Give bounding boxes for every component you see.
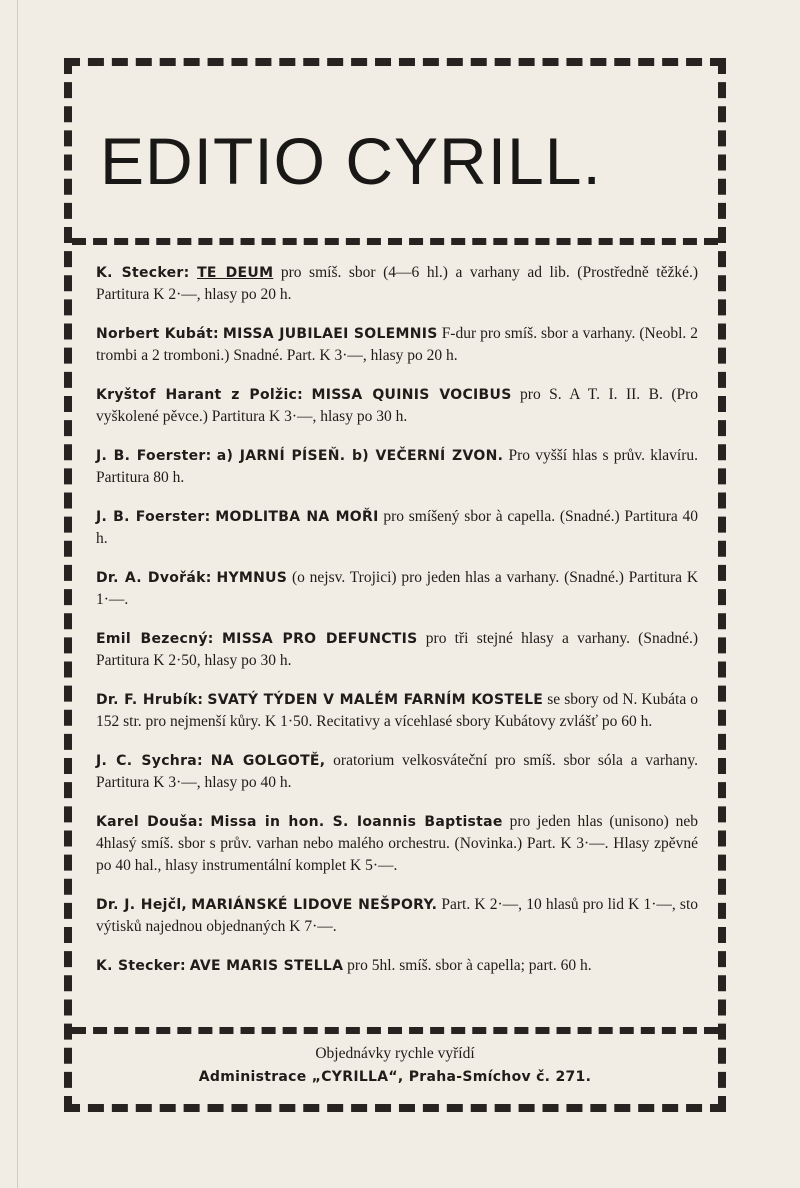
page-edge-line	[17, 0, 18, 1188]
entry-author: Kryštof Harant z Polžic	[96, 387, 298, 403]
footer-publisher-address: Administrace „CYRILLA“, Praha-Smíchov č. 271.	[198, 1069, 592, 1085]
entry-separator: :	[183, 265, 190, 281]
entry-author: J. B. Foerster	[96, 448, 206, 464]
catalog-entry	[96, 567, 698, 611]
entry-author: K. Stecker	[96, 958, 180, 974]
entry-work-title: a) JARNÍ PÍSEŇ. b) VEČERNÍ ZVON.	[216, 448, 504, 464]
entry-separator: :	[204, 509, 211, 525]
entry-work-title: HYMNUS	[216, 570, 288, 586]
entry-work-title: TE DEUM	[197, 265, 274, 281]
entry-work-title: Missa in hon. S. Ioannis Baptistae	[210, 814, 503, 830]
catalog-entry	[96, 955, 698, 977]
entry-author: Dr. F. Hrubík	[96, 692, 198, 708]
entry-description: pro tři stejné hlasy a varhany. (Snadné.) Partitura K 2·50, hlasy po 30 h.	[96, 630, 699, 669]
catalog-entry	[96, 894, 698, 938]
catalog-entry	[96, 628, 698, 672]
entry-separator: :	[205, 448, 212, 464]
entry-separator: :	[197, 692, 204, 708]
entry-author: Emil Bezecný	[96, 631, 208, 647]
entry-description: pro 5hl. smíš. sbor à capella; part. 60 h.	[347, 957, 592, 974]
entry-separator: :	[212, 326, 219, 342]
entry-description: pro smíšený sbor à capella. (Snadné.) Partitura 40 h.	[96, 508, 699, 547]
entry-description: Part. K 2·—, 10 hlasů pro lid K 1·—, sto výtisků najednou objednaných K 7·—.	[96, 896, 699, 935]
footer-order-note: Objednávky rychle vyřídí	[315, 1045, 475, 1062]
footer	[72, 1043, 718, 1089]
entry-work-title: MISSA PRO DEFUNCTIS	[221, 631, 418, 647]
entry-separator: :	[197, 814, 204, 830]
page-title: EDITIO CYRILL.	[100, 124, 602, 198]
entry-work-title: NA GOLGOTĚ,	[210, 753, 326, 769]
catalog-entry	[96, 384, 698, 428]
entry-author: Dr. A. Dvořák	[96, 570, 206, 586]
entry-work-title: MISSA QUINIS VOCIBUS	[311, 387, 512, 403]
entry-separator: :	[297, 387, 304, 403]
entry-work-title: MISSA JUBILAEI SOLEMNIS	[222, 326, 438, 342]
catalog-entry	[96, 811, 698, 877]
header-area	[72, 66, 718, 240]
entry-description: Pro vyšší hlas s prův. klavíru. Partitura 80 h.	[96, 447, 699, 486]
catalog-list	[96, 262, 698, 994]
entry-work-title: MODLITBA NA MOŘI	[215, 509, 379, 525]
entry-separator: :	[207, 631, 214, 647]
entry-description: pro jeden hlas (unisono) neb 4hlasý smíš. sbor s prův. varhan nebo malého orchestru. (Novinka.) Part. K 3·—. Hlasy zpěvné po 40 hal., hlasy instrumentální komplet K 5·—.	[96, 813, 698, 874]
entry-author: J. B. Foerster	[96, 509, 205, 525]
entry-author: Norbert Kubát	[96, 326, 213, 342]
entry-description: pro S. A T. I. II. B. (Pro vyškolené pěvce.) Partitura K 3·—, hlasy po 30 h.	[96, 386, 699, 425]
entry-separator: :	[197, 753, 203, 769]
catalog-entry	[96, 506, 698, 550]
catalog-entry	[96, 445, 698, 489]
catalog-entry	[96, 323, 698, 367]
catalog-entry	[96, 750, 698, 794]
entry-work-title: SVATÝ TÝDEN V MALÉM FARNÍM KOSTELE	[207, 692, 544, 708]
entry-description: F-dur pro smíš. sbor a varhany. (Neobl. 2 trombi a 2 tromboni.) Snadné. Part. K 3·—, hlasy po 20 h.	[96, 325, 699, 364]
entry-description: se sbory od N. Kubáta o 152 str. pro nejmenší kůry. K 1·50. Recitativy a vícehlasé sbory Kubátovy zvlášť po 60 h.	[96, 691, 699, 730]
entry-author: Karel Douša	[96, 814, 198, 830]
entry-separator: :	[205, 570, 212, 586]
entry-description: (o nejsv. Trojici) pro jeden hlas a varhany. (Snadné.) Partitura K 1·—.	[96, 569, 699, 608]
footer-divider	[72, 1027, 718, 1034]
catalog-entry	[96, 262, 698, 306]
entry-separator: :	[179, 958, 186, 974]
entry-description: oratorium velkosváteční pro smíš. sbor sóla a varhany. Partitura K 3·—, hlasy po 40 h.	[96, 752, 699, 791]
entry-separator: ,	[181, 897, 188, 913]
entry-author: J. C. Sychra	[96, 753, 198, 769]
entry-work-title: AVE MARIS STELLA	[189, 958, 344, 974]
catalog-entry	[96, 689, 698, 733]
entry-description: pro smíš. sbor (4—6 hl.) a varhany ad lib. (Prostředně těžké.) Partitura K 2·—, hlasy po 20 h.	[96, 264, 699, 303]
entry-author: Dr. J. Hejčl	[96, 897, 182, 913]
header-divider	[72, 238, 718, 245]
entry-work-title: MARIÁNSKÉ LIDOVE NEŠPORY.	[191, 897, 438, 913]
entry-author: K. Stecker	[96, 265, 184, 281]
